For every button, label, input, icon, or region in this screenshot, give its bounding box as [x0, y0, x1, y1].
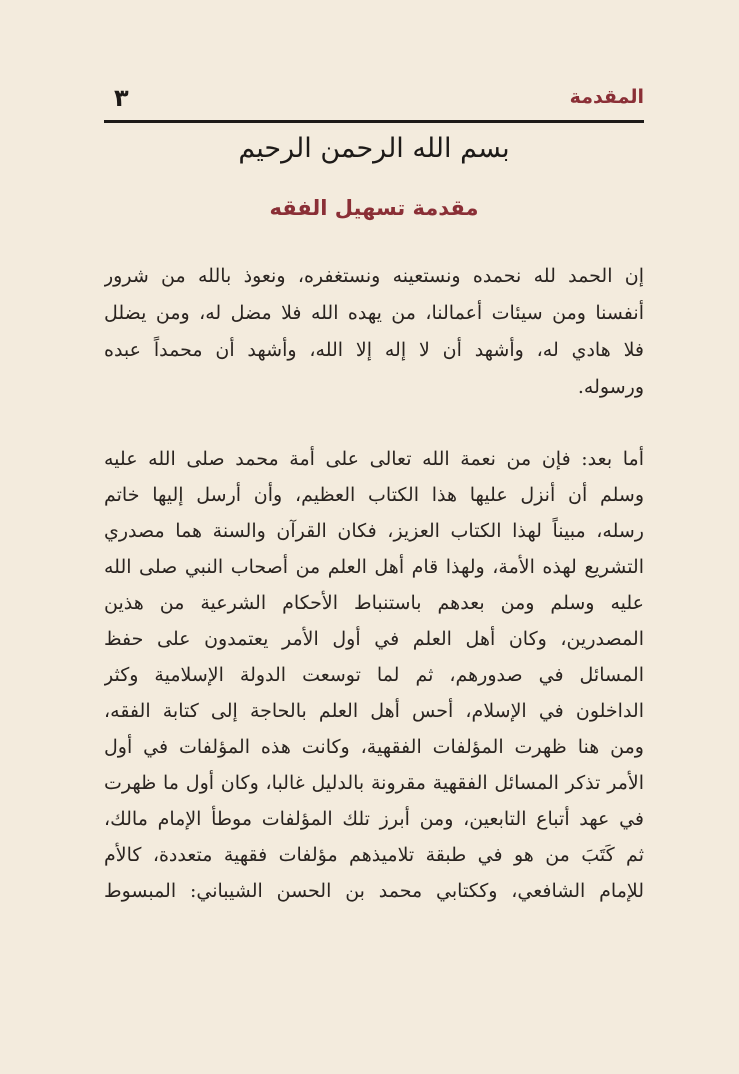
- page-number: ٣: [114, 84, 129, 112]
- header-rule: [104, 120, 644, 123]
- text-line: التشريع لهذه الأمة، ولهذا قام أهل العلم من أصحاب النبي صلى الله: [104, 556, 644, 578]
- section-title: مقدمة تسهيل الفقه: [269, 196, 479, 220]
- text-line: الأمر تذكر المسائل الفقهية مقرونة بالدليل غالبا، وكان أول ما ظهرت: [104, 772, 644, 794]
- running-section-title: المقدمة: [569, 86, 644, 108]
- text-line: المسائل في صدورهم، ثم لما توسعت الدولة الإسلامية وكثر: [104, 664, 644, 686]
- text-line: إن الحمد لله نحمده ونستعينه ونستغفره، ونعوذ بالله من شرور: [104, 265, 644, 287]
- text-line: فلا هادي له، وأشهد أن لا إله إلا الله، وأشهد أن محمداً عبده: [104, 339, 644, 361]
- text-line: وسلم أن أنزل عليها هذا الكتاب العظيم، وأن أرسل إليها خاتم: [104, 484, 644, 506]
- text-line: ومن هنا ظهرت المؤلفات الفقهية، وكانت هذه المؤلفات في أول: [104, 736, 644, 758]
- text-line: للإمام الشافعي، وككتابي محمد بن الحسن الشيباني: المبسوط: [104, 880, 644, 902]
- text-line: في عهد أتباع التابعين، ومن أبرز تلك المؤلفات موطأ الإمام مالك،: [104, 808, 644, 830]
- text-line: رسله، مبيناً لهذا الكتاب العزيز، فكان القرآن والسنة هما مصدري: [104, 520, 644, 542]
- basmala: بسم الله الرحمن الرحيم: [238, 133, 510, 164]
- text-line: ثم كَتَبَ من هو في طبقة تلاميذهم مؤلفات فقهية متعددة، كالأم: [104, 844, 644, 866]
- text-line: المصدرين، وكان أهل العلم في أول الأمر يعتمدون على حفظ: [104, 628, 644, 650]
- text-line: عليه وسلم ومن بعدهم باستنباط الأحكام الشرعية من هذين: [104, 592, 644, 614]
- page-header: [104, 84, 644, 120]
- text-line: ورسوله.: [577, 376, 644, 398]
- text-line: أما بعد: فإن من نعمة الله تعالى على أمة محمد صلى الله عليه: [104, 448, 644, 470]
- text-line: أنفسنا ومن سيئات أعمالنا، من يهده الله فلا مضل له، ومن يضلل: [104, 302, 644, 324]
- text-line: الداخلون في الإسلام، أحس أهل العلم بالحاجة إلى كتابة الفقه،: [104, 700, 644, 722]
